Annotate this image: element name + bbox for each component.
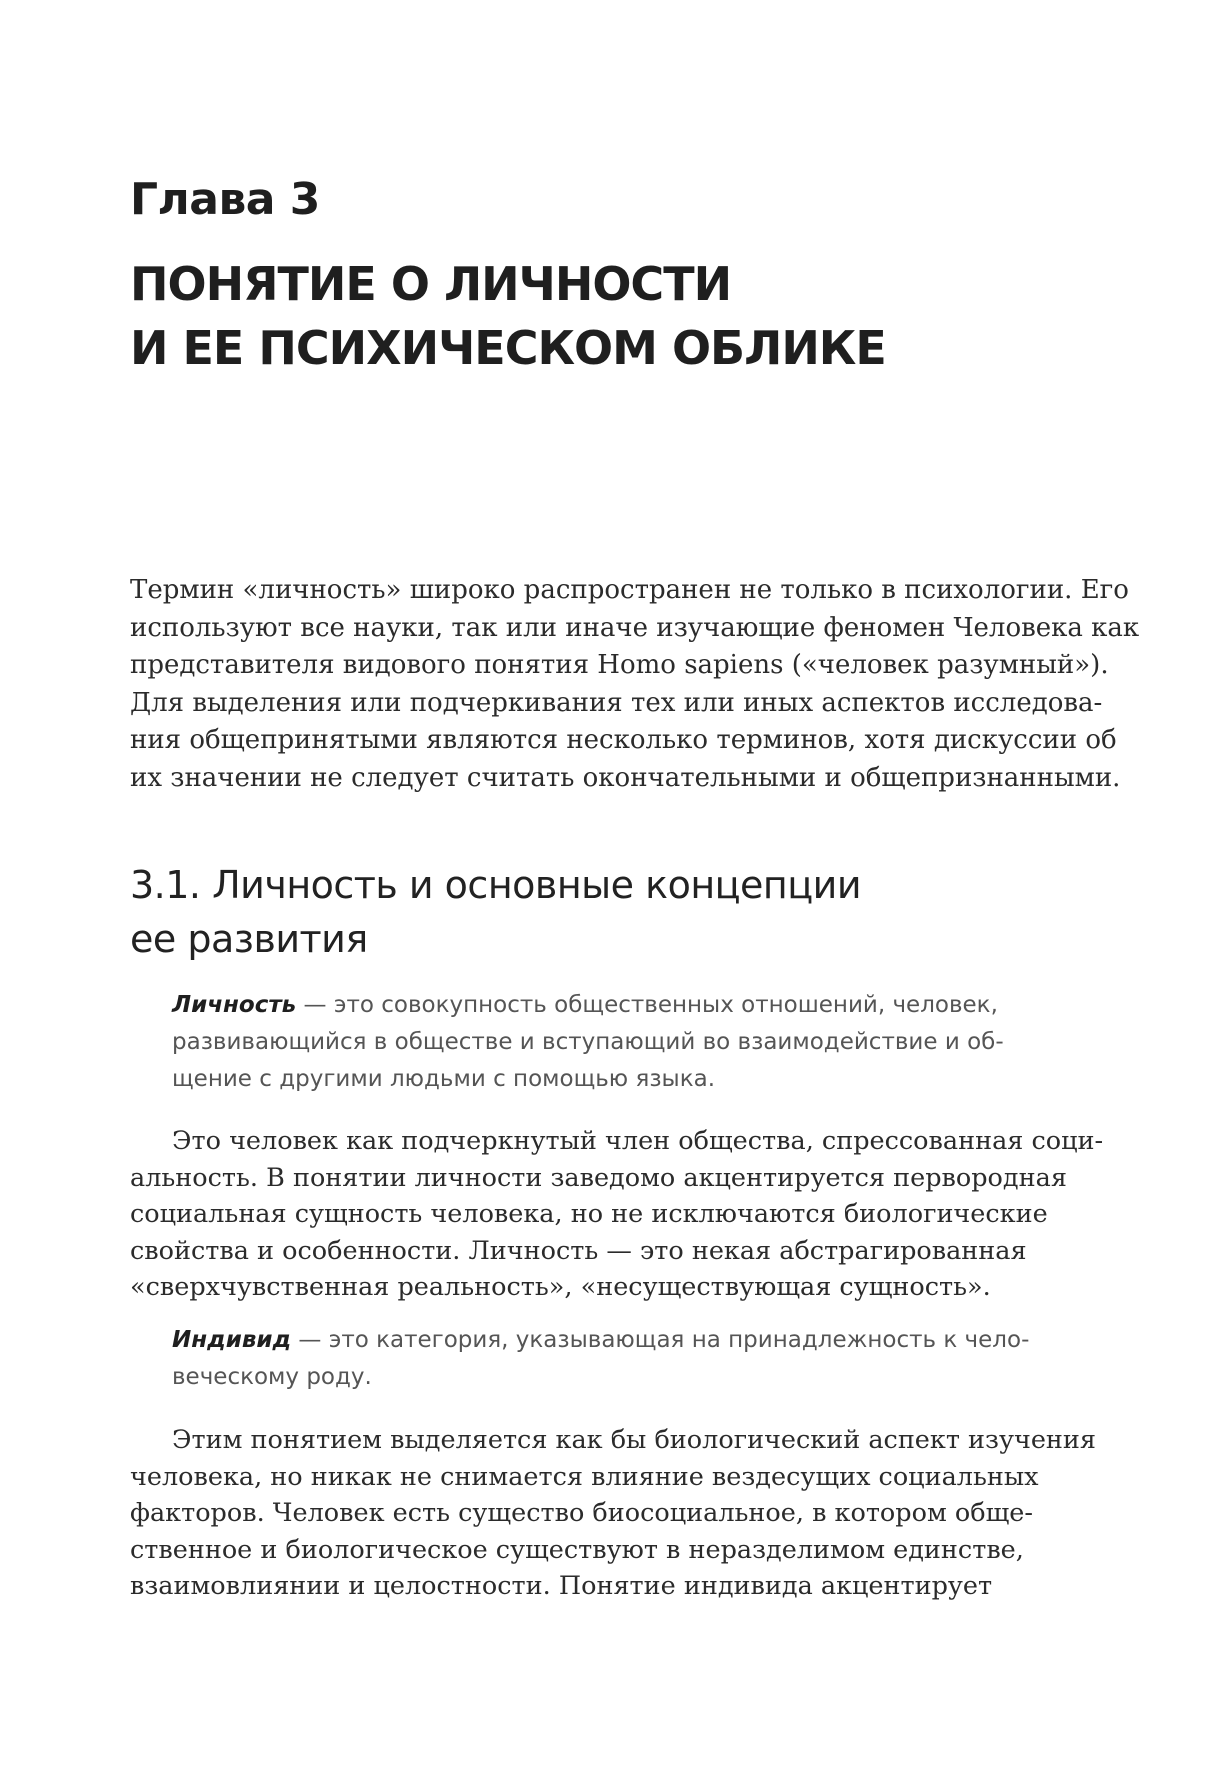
body-paragraph <box>130 1422 1096 1605</box>
text-line: Термин «личность» широко распространен не только в психологии. Его <box>130 575 1129 605</box>
definition-line: щение с другими людьми с помощью языка. <box>172 1066 716 1092</box>
definition-block-individual <box>172 1322 1072 1396</box>
text-line: ния общепринятыми являются несколько терминов, хотя дискуссии об <box>130 725 1117 755</box>
text-line: человека, но никак не снимается влияние вездесущих социальных <box>130 1461 1039 1492</box>
text-line: свойства и особенности. Личность — это некая абстрагированная <box>130 1235 1027 1266</box>
text-line: альность. В понятии личности заведомо акцентируется первородная <box>130 1162 1067 1193</box>
text-line: их значении не следует считать окончательными и общепризнанными. <box>130 762 1121 793</box>
text-line: используют все науки, так или иначе изучающие феномен Человека как <box>130 612 1140 643</box>
text-line: факторов. Человек есть существо биосоциальное, в котором обще- <box>130 1498 1034 1528</box>
text-line: Этим понятием выделяется как бы биологический аспект изучения <box>172 1425 1096 1455</box>
section-heading-line: 3.1. Личность и основные концепции <box>130 863 862 907</box>
chapter-title-line: И ЕЕ ПСИХИЧЕСКОМ ОБЛИКЕ <box>130 321 886 375</box>
definition-first-line <box>172 1322 1072 1359</box>
chapter-title-line: ПОНЯТИЕ О ЛИЧНОСТИ <box>130 257 732 311</box>
definition-line: веческому роду. <box>172 1364 372 1390</box>
definition-first-line <box>172 987 1072 1024</box>
body-paragraph <box>130 1123 1104 1306</box>
text-line: ственное и биологическое существуют в неразделимом единстве, <box>130 1534 1024 1565</box>
section-heading <box>130 858 861 966</box>
definition-line: развивающийся в обществе и вступающий во взаимодействие и об- <box>172 1029 1004 1055</box>
chapter-title <box>130 252 886 380</box>
text-line: Для выделения или подчеркивания тех или иных аспектов исследова- <box>130 687 1103 718</box>
definition-text: — это совокупность общественных отношений, человек, <box>296 992 998 1018</box>
text-line: социальная сущность человека, но не исключаются биологические <box>130 1199 1048 1229</box>
definition-term: Личность <box>172 992 297 1018</box>
text-line: «сверхчувственная реальность», «несуществующая сущность». <box>130 1272 991 1302</box>
definition-term: Индивид <box>172 1327 292 1353</box>
text-line: Это человек как подчеркнутый член общества, спрессованная соци- <box>172 1126 1104 1156</box>
definition-block-personality <box>172 987 1072 1098</box>
text-line: взаимовлиянии и целостности. Понятие индивида акцентирует <box>130 1571 993 1601</box>
definition-text: — это категория, указывающая на принадлежность к чело- <box>291 1327 1030 1353</box>
section-heading-line: ее развития <box>130 917 368 961</box>
intro-paragraph <box>130 572 1140 797</box>
chapter-label: Глава 3 <box>130 174 320 225</box>
text-line: представителя видового понятия Homo sapiens («человек разумный»). <box>130 650 1109 680</box>
